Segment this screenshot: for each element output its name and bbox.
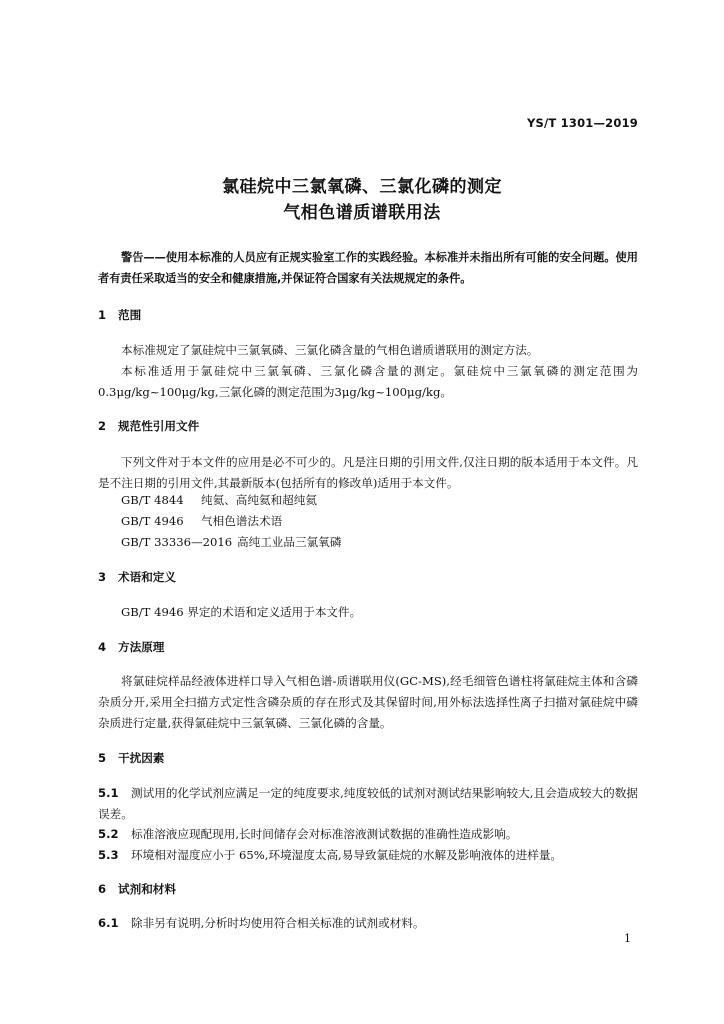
section-heading-3 xyxy=(98,569,176,585)
reference-name: 气相色谱法术语 xyxy=(201,514,283,528)
section-1-paragraph-1: 本标准规定了氯硅烷中三氯氧磷、三氯化磷含量的气相色谱质谱联用的测定方法。 xyxy=(121,343,539,357)
section-title: 干扰因素 xyxy=(118,751,165,765)
section-3-paragraph-1: GB/T 4946 界定的术语和定义适用于本文件。 xyxy=(121,605,362,619)
section-title: 术语和定义 xyxy=(118,570,176,584)
reference-code: GB/T 4946 xyxy=(121,514,184,528)
subclause-text: 除非另有说明,分析时均使用符合相关标准的试剂或材料。 xyxy=(131,916,425,930)
subclause-5-2 xyxy=(98,824,638,845)
section-number: 4 xyxy=(98,640,107,654)
section-number: 2 xyxy=(98,419,107,433)
subclause-text: 标准溶液应现配现用,长时间储存会对标准溶液测试数据的准确性造成影响。 xyxy=(131,827,518,841)
reference-name: 纯氦、高纯氦和超纯氦 xyxy=(201,493,317,507)
subclause-text: 测试用的化学试剂应满足一定的纯度要求,纯度较低的试剂对测试结果影响较大,且会造成较大的数据误差。 xyxy=(98,786,638,821)
page-number: 1 xyxy=(624,932,631,945)
section-heading-2 xyxy=(98,418,199,434)
subclause-number: 5.3 xyxy=(98,848,119,862)
subclause-5-1 xyxy=(98,783,638,825)
section-4-paragraph-1: 将氯硅烷样品经液体进样口导入气相色谱-质谱联用仪(GC-MS),经毛细管色谱柱将氯硅烷主体和含磷杂质分开,采用全扫描方式定性含磷杂质的存在形式及其保留时间,用外标法选择性离子扫描对氯硅烷中磷杂质进行定量,获得氯硅烷中三氯氧磷、三氯化磷的含量。 xyxy=(98,674,638,730)
section-heading-1 xyxy=(98,307,141,323)
subclause-number: 5.2 xyxy=(98,827,119,841)
section-1-paragraph-2: 本标准适用于氯硅烷中三氯氧磷、三氯化磷含量的测定。氯硅烷中三氯氧磷的测定范围为0.3μg/kg~100μg/kg,三氯化磷的测定范围为3μg/kg~100μg/kg。 xyxy=(98,364,638,399)
document-title: 氯硅烷中三氯氧磷、三氯化磷的测定 xyxy=(222,177,502,197)
reference-name: 高纯工业品三氯氧磷 xyxy=(237,535,342,549)
subclause-6-1 xyxy=(98,913,638,934)
standard-code: YS/T 1301—2019 xyxy=(527,116,638,130)
section-heading-5 xyxy=(98,750,164,766)
section-title: 范围 xyxy=(118,308,142,322)
section-number: 6 xyxy=(98,882,107,896)
reference-item xyxy=(121,492,317,508)
subclause-text: 环境相对湿度应小于 65%,环境湿度太高,易导致氯硅烷的水解及影响液体的进样量。 xyxy=(131,848,563,862)
reference-code: GB/T 4844 xyxy=(121,493,184,507)
warning-paragraph: 警告——使用本标准的人员应有正规实验室工作的实践经验。本标准并未指出所有可能的安全问题。使用者有责任采取适当的安全和健康措施,并保证符合国家有关法规规定的条件。 xyxy=(98,251,638,285)
reference-code: GB/T 33336—2016 xyxy=(121,535,233,549)
section-title: 规范性引用文件 xyxy=(118,419,200,433)
section-heading-6 xyxy=(98,881,176,897)
subclause-number: 5.1 xyxy=(98,786,119,800)
section-2-paragraph-1: 下列文件对于本文件的应用是必不可少的。凡是注日期的引用文件,仅注日期的版本适用于本文件。凡是不注日期的引用文件,其最新版本(包括所有的修改单)适用于本文件。 xyxy=(98,455,638,490)
subclause-5-3 xyxy=(98,845,638,866)
section-number: 5 xyxy=(98,751,107,765)
document-subtitle: 气相色谱质谱联用法 xyxy=(283,203,441,223)
reference-item xyxy=(121,534,341,550)
section-title: 方法原理 xyxy=(118,640,165,654)
section-heading-4 xyxy=(98,639,164,655)
subclause-number: 6.1 xyxy=(98,916,119,930)
section-number: 1 xyxy=(98,308,107,322)
section-number: 3 xyxy=(98,570,107,584)
section-title: 试剂和材料 xyxy=(118,882,176,896)
reference-item xyxy=(121,513,282,529)
